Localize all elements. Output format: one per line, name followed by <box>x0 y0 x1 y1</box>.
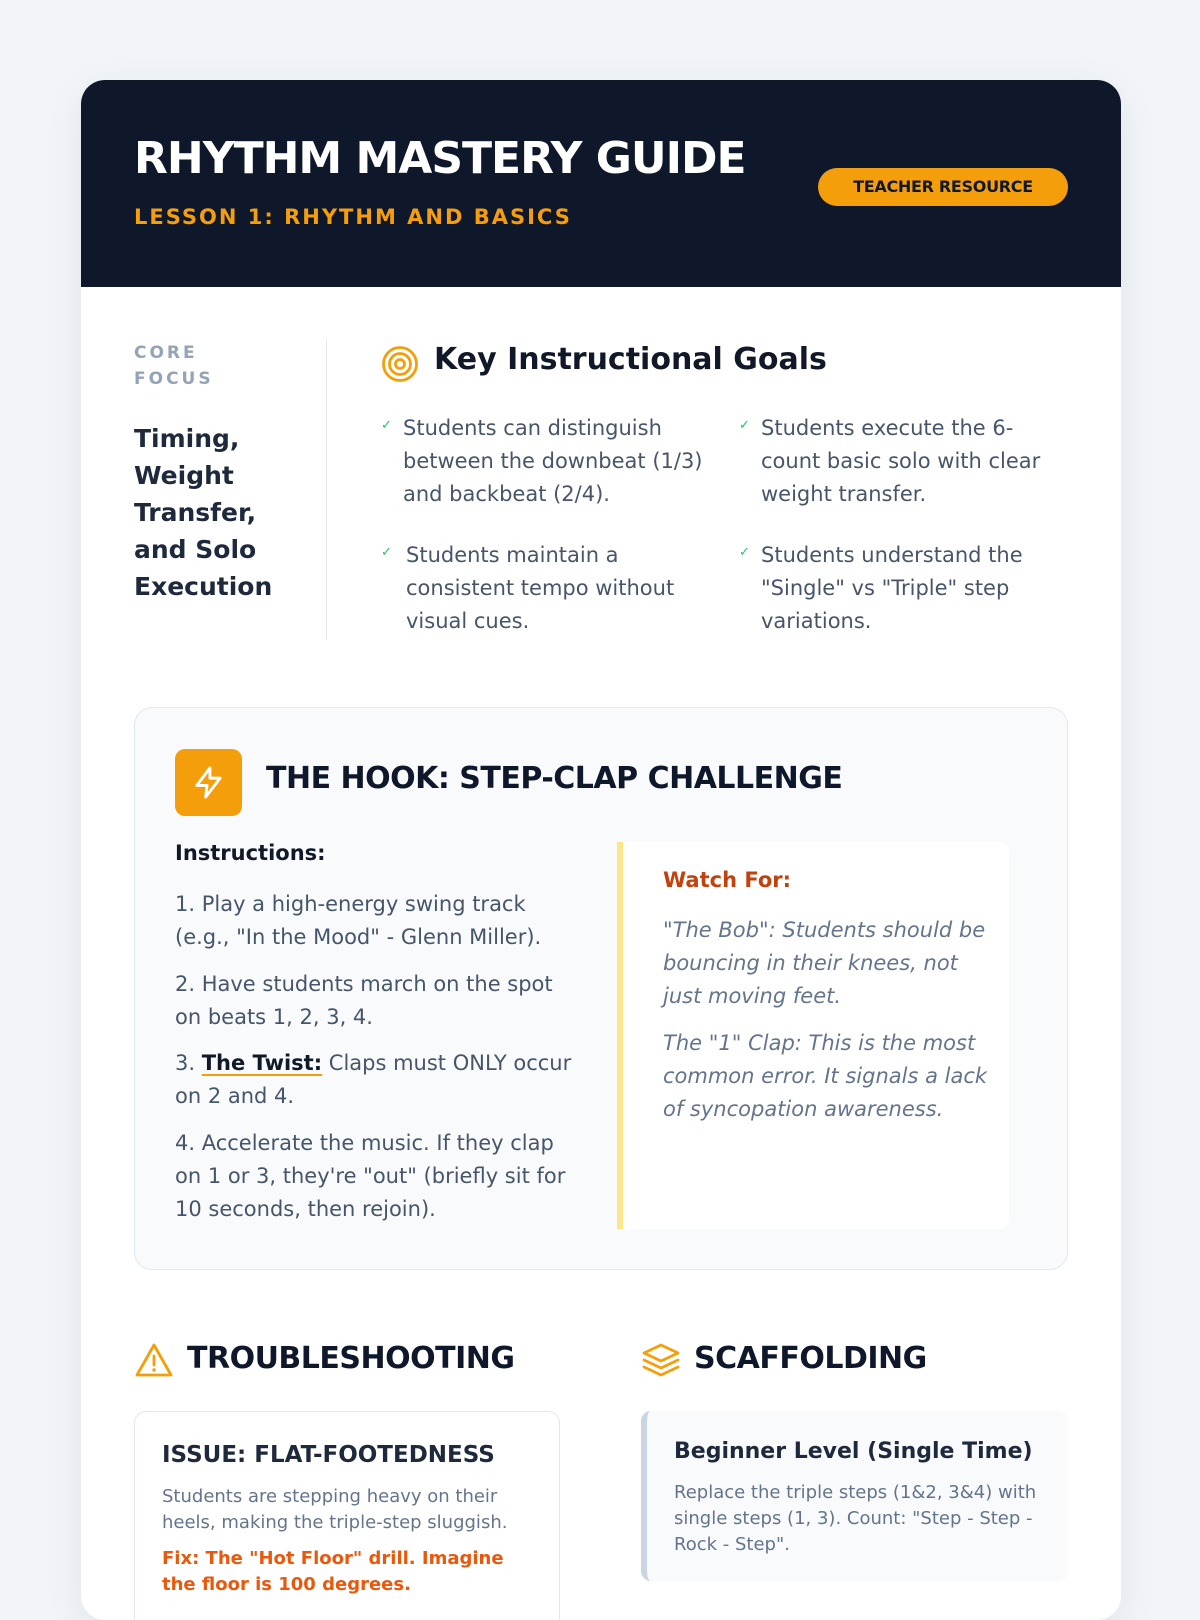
lesson-subtitle: LESSON 1: RHYTHM AND BASICS <box>134 205 572 229</box>
scaffolding-title: SCAFFOLDING <box>694 1341 927 1376</box>
watch-for-panel <box>617 842 1009 1229</box>
scaffolding-level-description: Replace the triple steps (1&2, 3&4) with single steps (1, 3). Count: "Step - Step - Rock - Step". <box>674 1482 1037 1555</box>
goal-text: Students execute the 6-count basic solo with clear weight transfer. <box>761 416 1041 506</box>
step-number: 3. <box>175 1051 202 1075</box>
instruction-step: 1. Play a high-energy swing track (e.g., "In the Mood" - Glenn Miller). <box>175 892 542 949</box>
issue-fix: Fix: The "Hot Floor" drill. Imagine the floor is 100 degrees. <box>162 1548 504 1595</box>
hook-icon-box <box>175 749 242 816</box>
target-icon <box>381 345 419 383</box>
hook-section <box>134 707 1068 1270</box>
watch-item: The "1" Clap: This is the most common error. It signals a lack of syncopation awareness. <box>663 1031 988 1121</box>
scaffolding-card <box>641 1411 1068 1581</box>
watch-for-label: Watch For: <box>663 868 792 892</box>
core-focus-label: CORE FOCUS <box>134 343 214 389</box>
goal-text: Students understand the "Single" vs "Triple" step variations. <box>761 543 1023 633</box>
troubleshooting-title: TROUBLESHOOTING <box>187 1341 515 1376</box>
check-icon: ✓ <box>381 545 392 560</box>
instruction-step <box>175 1047 575 1113</box>
core-focus-text: Timing, Weight Transfer, and Solo Execution <box>134 424 273 601</box>
issue-title: ISSUE: FLAT-FOOTEDNESS <box>162 1442 495 1468</box>
issue-card <box>134 1411 560 1620</box>
watch-item: "The Bob": Students should be bouncing in their knees, not just moving feet. <box>663 918 986 1008</box>
header <box>81 80 1121 287</box>
issue-description: Students are stepping heavy on their heels, making the triple-step sluggish. <box>162 1486 508 1533</box>
hook-title: THE HOOK: STEP-CLAP CHALLENGE <box>266 761 843 796</box>
instruction-step: 4. Accelerate the music. If they clap on 1 or 3, they're "out" (briefly sit for 10 seconds, then rejoin). <box>175 1131 566 1221</box>
goal-text: Students can distinguish between the downbeat (1/3) and backbeat (2/4). <box>403 416 703 506</box>
check-icon: ✓ <box>739 418 750 433</box>
page-title: RHYTHM MASTERY GUIDE <box>134 133 746 184</box>
divider <box>326 340 327 640</box>
check-icon: ✓ <box>739 545 750 560</box>
goal-text: Students maintain a consistent tempo without visual cues. <box>406 543 675 633</box>
instructions-label: Instructions: <box>175 841 326 865</box>
lightning-icon <box>191 765 226 800</box>
twist-emphasis: The Twist: <box>201 1051 323 1075</box>
goals-title: Key Instructional Goals <box>434 342 827 377</box>
instruction-step: 2. Have students march on the spot on beats 1, 2, 3, 4. <box>175 972 553 1029</box>
step-text: Claps must ONLY occur on 2 and 4. <box>175 1051 572 1108</box>
guide-card <box>81 80 1121 1620</box>
scaffolding-level-title: Beginner Level (Single Time) <box>674 1439 1033 1464</box>
layers-icon <box>641 1341 681 1381</box>
check-icon: ✓ <box>381 418 392 433</box>
teacher-resource-badge: TEACHER RESOURCE <box>818 168 1068 206</box>
warning-icon <box>134 1341 174 1381</box>
